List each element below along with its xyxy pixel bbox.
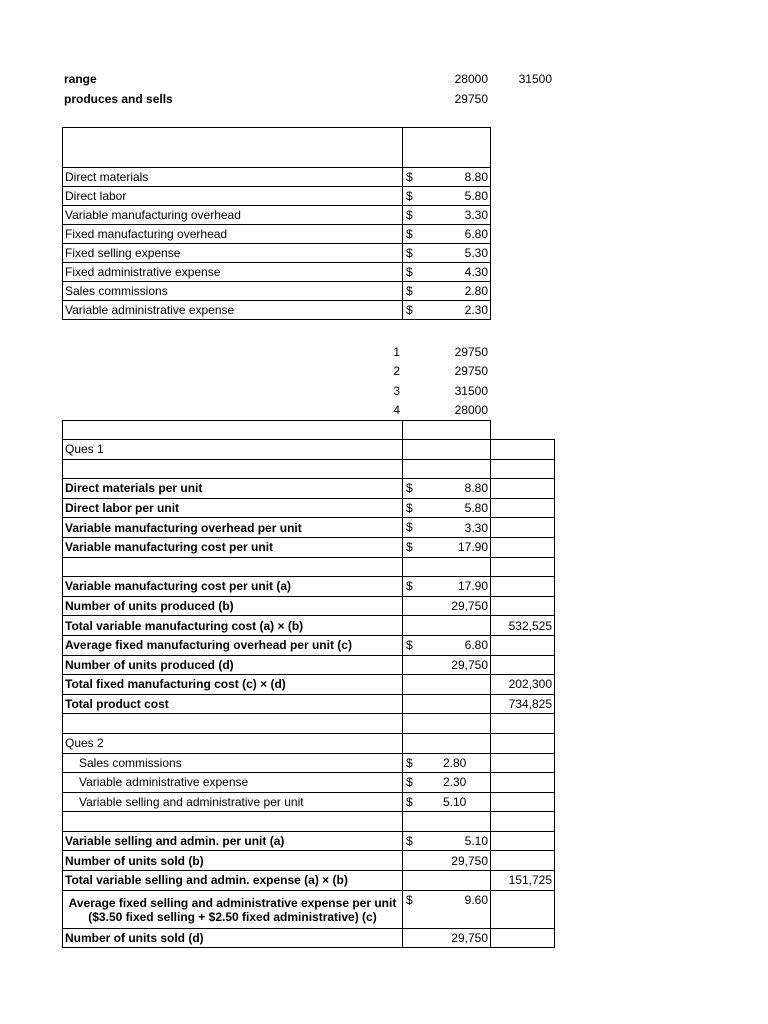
table-row — [63, 655, 555, 675]
table-row — [63, 851, 555, 871]
total-variable-mfg-cost-value[interactable]: 532,525 — [491, 616, 555, 636]
currency-symbol: $ — [406, 539, 413, 554]
table-row — [63, 831, 555, 851]
value: 6.80 — [464, 638, 488, 653]
variable-selling-admin-a-label[interactable]: Variable selling and admin. per unit (a) — [63, 831, 403, 851]
sales-commissions-label[interactable]: Sales commissions — [63, 753, 403, 773]
cost-label[interactable]: Direct materials — [63, 168, 403, 187]
cost-value: 5.30 — [464, 246, 488, 260]
scenario-units[interactable]: 29750 — [454, 364, 488, 378]
table-row — [63, 792, 555, 812]
cost-label[interactable]: Direct labor — [63, 187, 403, 206]
variable-admin-expense-label[interactable]: Variable administrative expense — [63, 773, 403, 793]
cost-label[interactable]: Fixed selling expense — [63, 244, 403, 263]
table-row — [63, 890, 555, 928]
cost-value-cell[interactable] — [403, 301, 491, 320]
scenario-units[interactable]: 31500 — [454, 384, 488, 398]
blank-cell[interactable] — [491, 851, 555, 871]
blank-cell[interactable] — [491, 773, 555, 793]
cost-value: 8.80 — [464, 170, 488, 184]
value: 3.30 — [464, 520, 488, 535]
scenario-units[interactable]: 29750 — [454, 345, 488, 359]
avg-fixed-mfg-overhead-label[interactable]: Average fixed manufacturing overhead per unit (c) — [63, 635, 403, 655]
table-row — [63, 537, 555, 557]
direct-materials-per-unit-label[interactable]: Direct materials per unit — [63, 479, 403, 499]
blank-cell[interactable] — [491, 890, 555, 928]
cost-value-cell[interactable] — [403, 225, 491, 244]
currency-symbol: $ — [406, 833, 413, 848]
table-row — [63, 187, 491, 206]
table-row — [63, 733, 555, 753]
value-cell[interactable] — [403, 498, 491, 518]
cost-value-cell[interactable] — [403, 187, 491, 206]
ques-table — [62, 439, 555, 948]
currency-symbol: $ — [406, 794, 413, 809]
blank-cell[interactable] — [491, 733, 555, 753]
currency-symbol: $ — [406, 265, 413, 279]
scenario-number: 3 — [393, 384, 400, 398]
blank-cell[interactable] — [63, 459, 403, 479]
blank-cell[interactable] — [403, 675, 491, 695]
units-sold-d-value[interactable]: 29,750 — [403, 928, 491, 948]
value: 9.60 — [464, 892, 488, 907]
blank-cell[interactable] — [491, 753, 555, 773]
table-row — [63, 812, 555, 832]
blank-cell[interactable] — [491, 928, 555, 948]
table-row — [63, 557, 555, 577]
cost-label[interactable]: Variable administrative expense — [63, 301, 403, 320]
table-row — [63, 282, 491, 301]
table-row — [63, 459, 555, 479]
total-variable-mfg-cost-label[interactable]: Total variable manufacturing cost (a) × (b) — [63, 616, 403, 636]
blank-cell[interactable] — [491, 831, 555, 851]
currency-symbol: $ — [406, 520, 413, 535]
table-row — [63, 225, 491, 244]
currency-symbol: $ — [406, 227, 413, 241]
blank-cell[interactable] — [63, 421, 403, 440]
value-cell[interactable] — [403, 890, 491, 928]
table-row — [63, 871, 555, 891]
value-cell[interactable] — [403, 577, 491, 597]
produces-label: produces and sells — [64, 92, 173, 106]
currency-symbol: $ — [406, 189, 413, 203]
avg-fixed-selling-admin-label[interactable]: Average fixed selling and administrative expense per unit ($3.50 fixed selling + $2.50 fixed administrative) (c) — [63, 890, 403, 928]
cost-value-cell[interactable] — [403, 282, 491, 301]
units-produced-b-value[interactable]: 29,750 — [403, 596, 491, 616]
value: 8.80 — [464, 481, 488, 496]
blank-cell[interactable] — [491, 459, 555, 479]
variable-mfg-cost-per-unit-label[interactable]: Variable manufacturing cost per unit — [63, 537, 403, 557]
total-product-cost-value[interactable]: 734,825 — [491, 694, 555, 714]
table-row — [63, 635, 555, 655]
currency-symbol: $ — [406, 246, 413, 260]
total-product-cost-label[interactable]: Total product cost — [63, 694, 403, 714]
blank-cell[interactable] — [403, 871, 491, 891]
cost-value: 3.30 — [464, 208, 488, 222]
units-produced-d-value[interactable]: 29,750 — [403, 655, 491, 675]
range-low-value[interactable]: 28000 — [454, 72, 488, 86]
value-cell[interactable] — [403, 635, 491, 655]
blank-cell[interactable] — [403, 440, 491, 460]
blank-cell[interactable] — [403, 616, 491, 636]
value-cell[interactable] — [403, 831, 491, 851]
blank-cell[interactable] — [63, 714, 403, 734]
blank-cell[interactable] — [491, 812, 555, 832]
direct-labor-per-unit-label[interactable]: Direct labor per unit — [63, 498, 403, 518]
blank-cell[interactable] — [491, 655, 555, 675]
blank-cell[interactable] — [403, 459, 491, 479]
currency-symbol: $ — [406, 755, 413, 770]
scenario-number: 2 — [393, 364, 400, 378]
table-row — [63, 206, 491, 225]
variable-mfg-cost-a-label[interactable]: Variable manufacturing cost per unit (a) — [63, 577, 403, 597]
variable-selling-admin-per-unit-label[interactable]: Variable selling and administrative per unit — [63, 792, 403, 812]
table-row — [63, 694, 555, 714]
total-fixed-mfg-cost-label[interactable]: Total fixed manufacturing cost (c) × (d) — [63, 675, 403, 695]
scenario-units[interactable]: 28000 — [454, 403, 488, 417]
table-row — [63, 518, 555, 538]
cost-value: 2.80 — [464, 284, 488, 298]
table-row — [63, 714, 555, 734]
cost-table-header-blank-value[interactable] — [403, 128, 491, 168]
table-row — [63, 301, 491, 320]
currency-symbol: $ — [406, 579, 413, 594]
value: 5.10 — [443, 794, 467, 809]
table-row — [63, 577, 555, 597]
cost-label[interactable]: Sales commissions — [63, 282, 403, 301]
table-row — [63, 675, 555, 695]
currency-symbol: $ — [406, 208, 413, 222]
value: 5.10 — [464, 834, 488, 849]
blank-cell[interactable] — [403, 714, 491, 734]
value-cell[interactable] — [403, 537, 491, 557]
cost-value-cell[interactable] — [403, 168, 491, 187]
currency-symbol: $ — [406, 170, 413, 184]
table-row — [63, 479, 555, 499]
blank-cell[interactable] — [491, 635, 555, 655]
blank-cell[interactable] — [403, 733, 491, 753]
value: 2.30 — [443, 775, 467, 790]
table-row — [63, 773, 555, 793]
cost-value: 5.80 — [464, 189, 488, 203]
table-row — [63, 928, 555, 948]
units-produced-d-label[interactable]: Number of units produced (d) — [63, 655, 403, 675]
blank-cell[interactable] — [491, 596, 555, 616]
value-cell[interactable] — [403, 518, 491, 538]
currency-symbol: $ — [406, 775, 413, 790]
value-cell[interactable] — [403, 479, 491, 499]
value: 17.90 — [457, 579, 488, 594]
blank-cell[interactable] — [63, 557, 403, 577]
value-cell[interactable] — [403, 773, 491, 793]
table-row — [63, 263, 491, 282]
variable-mfg-overhead-per-unit-label[interactable]: Variable manufacturing overhead per unit — [63, 518, 403, 538]
blank-cell[interactable] — [63, 812, 403, 832]
value: 5.80 — [464, 501, 488, 516]
blank-cell[interactable] — [491, 518, 555, 538]
blank-cell[interactable] — [403, 694, 491, 714]
blank-cell[interactable] — [491, 792, 555, 812]
total-variable-selling-admin-label[interactable]: Total variable selling and admin. expense (a) × (b) — [63, 871, 403, 891]
table-row — [63, 498, 555, 518]
cost-label[interactable]: Variable manufacturing overhead — [63, 206, 403, 225]
cost-value-cell[interactable] — [403, 206, 491, 225]
value: 17.90 — [457, 540, 488, 555]
scenario-number: 4 — [393, 403, 400, 417]
table-row — [63, 244, 491, 263]
cost-value: 6.80 — [464, 227, 488, 241]
blank-cell[interactable] — [491, 440, 555, 460]
table-row — [63, 168, 491, 187]
blank-cell[interactable] — [491, 557, 555, 577]
cost-label[interactable]: Fixed administrative expense — [63, 263, 403, 282]
value-cell[interactable] — [403, 792, 491, 812]
blank-cell[interactable] — [491, 498, 555, 518]
currency-symbol: $ — [406, 892, 413, 907]
table-row — [63, 753, 555, 773]
table-row — [63, 616, 555, 636]
blank-cell[interactable] — [403, 557, 491, 577]
value: 2.80 — [443, 755, 467, 770]
blank-cell[interactable] — [403, 812, 491, 832]
blank-cell[interactable] — [491, 714, 555, 734]
value-cell[interactable] — [403, 753, 491, 773]
currency-symbol: $ — [406, 303, 413, 317]
units-sold-b-label[interactable]: Number of units sold (b) — [63, 851, 403, 871]
unit-cost-table — [62, 127, 491, 320]
units-produced-b-label[interactable]: Number of units produced (b) — [63, 596, 403, 616]
range-label: range — [64, 72, 97, 86]
blank-cell[interactable] — [491, 479, 555, 499]
produces-value[interactable]: 29750 — [454, 92, 488, 106]
table-row — [63, 440, 555, 460]
units-sold-b-value[interactable]: 29,750 — [403, 851, 491, 871]
total-variable-selling-admin-value[interactable]: 151,725 — [491, 871, 555, 891]
blank-cell[interactable] — [491, 577, 555, 597]
range-high-value[interactable]: 31500 — [518, 72, 552, 86]
blank-cell[interactable] — [491, 537, 555, 557]
cost-label[interactable]: Fixed manufacturing overhead — [63, 225, 403, 244]
cost-value-cell[interactable] — [403, 244, 491, 263]
spacer-row-table — [62, 420, 491, 440]
blank-cell[interactable] — [403, 421, 491, 440]
cost-value-cell[interactable] — [403, 263, 491, 282]
currency-symbol: $ — [406, 637, 413, 652]
ques1-title[interactable]: Ques 1 — [63, 440, 403, 460]
currency-symbol: $ — [406, 284, 413, 298]
total-fixed-mfg-cost-value[interactable]: 202,300 — [491, 675, 555, 695]
cost-value: 4.30 — [464, 265, 488, 279]
table-row — [63, 596, 555, 616]
ques2-title[interactable]: Ques 2 — [63, 733, 403, 753]
cost-table-header-blank[interactable] — [63, 128, 403, 168]
units-sold-d-label[interactable]: Number of units sold (d) — [63, 928, 403, 948]
currency-symbol: $ — [406, 481, 413, 496]
scenario-number: 1 — [393, 345, 400, 359]
currency-symbol: $ — [406, 500, 413, 515]
cost-value: 2.30 — [464, 303, 488, 317]
